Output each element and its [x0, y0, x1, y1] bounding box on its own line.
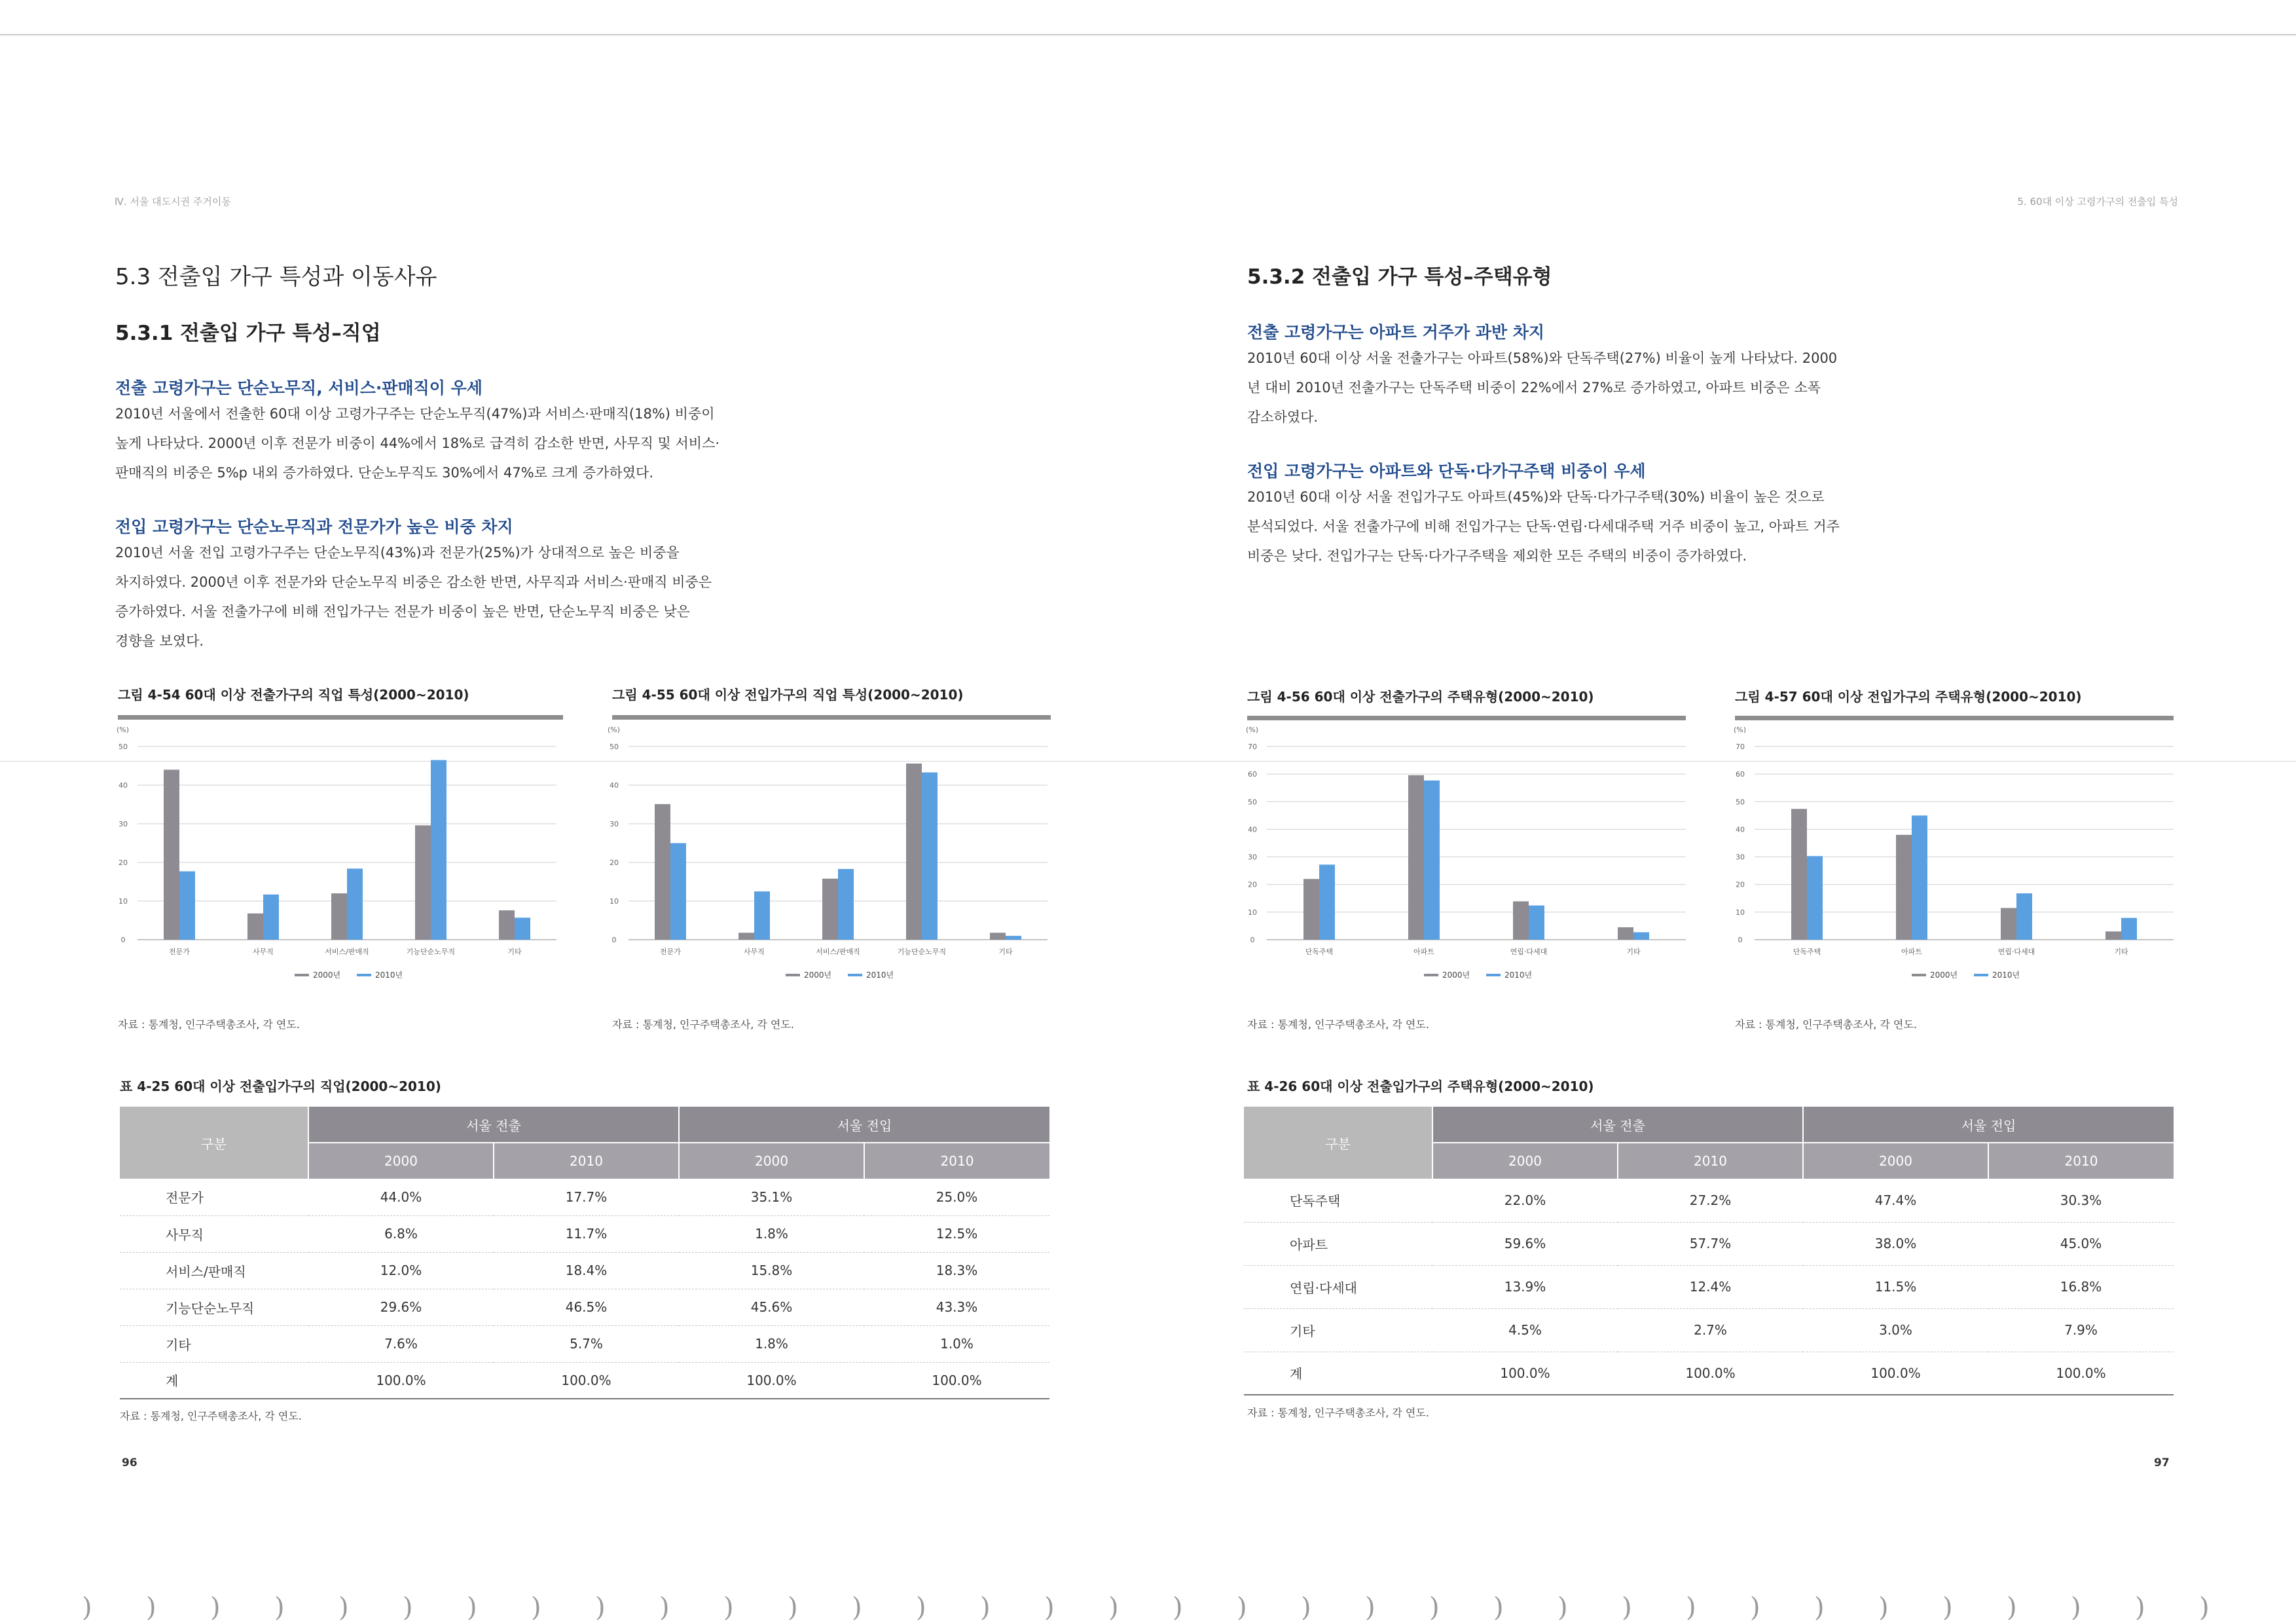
- year-header: 2000: [1803, 1143, 1988, 1179]
- bar-2000: [331, 893, 347, 940]
- binding-mark: ): [1558, 1593, 1568, 1623]
- figure-source: 자료 : 통계청, 인구주택총조사, 각 연도.: [612, 1018, 794, 1031]
- table-cell: 100.0%: [1432, 1352, 1618, 1395]
- top-rule: [0, 34, 2296, 35]
- table-cell: 1.0%: [864, 1325, 1049, 1362]
- table-source: 자료 : 통계청, 인구주택총조사, 각 연도.: [1247, 1407, 1429, 1419]
- table-cell: 29.6%: [308, 1289, 494, 1325]
- binding-mark: ): [1686, 1593, 1696, 1623]
- table-row: [120, 1179, 1049, 1215]
- table-cell: 17.7%: [494, 1179, 679, 1215]
- x-category-label: 기타: [1626, 948, 1641, 956]
- x-category-label: 사무직: [253, 948, 274, 956]
- binding-mark: ): [403, 1593, 413, 1623]
- left-page-number: 96: [122, 1456, 137, 1469]
- bar-2010: [1912, 815, 1927, 940]
- y-tick-label: 50: [610, 743, 619, 751]
- legend-label: 2000년: [1930, 970, 1958, 980]
- figure-4-54-title: 그림 4-54 60대 이상 전출가구의 직업 특성(2000~2010): [118, 687, 469, 703]
- y-tick-label: 30: [1248, 853, 1257, 862]
- bar-2010: [1424, 781, 1440, 940]
- table-cell: 22.0%: [1432, 1179, 1618, 1222]
- y-tick-label: 20: [610, 858, 619, 867]
- y-tick-label: 70: [1736, 743, 1745, 751]
- binding-mark: ): [1108, 1593, 1119, 1623]
- legend-label: 2000년: [804, 970, 832, 980]
- table-cell: 43.3%: [864, 1289, 1049, 1325]
- bar-2010: [2121, 918, 2137, 940]
- table-4-26-title: 표 4-26 60대 이상 전출입가구의 주택유형(2000~2010): [1247, 1079, 1594, 1094]
- legend-label: 2000년: [1442, 970, 1470, 980]
- bar-2000: [655, 804, 670, 940]
- bar-2000: [906, 764, 922, 940]
- table-cell: 44.0%: [308, 1179, 494, 1215]
- left-p2-heading: 전입 고령가구는 단순노무직과 전문가가 높은 비중 차지: [115, 517, 513, 536]
- table-cell: 6.8%: [308, 1215, 494, 1252]
- y-tick-label: 0: [611, 936, 617, 944]
- binding-mark: ): [1365, 1593, 1376, 1623]
- right-running-head: 5. 60대 이상 고령가구의 전출입 특성: [2017, 196, 2178, 208]
- table-cell: 27.2%: [1618, 1179, 1803, 1222]
- year-header: 2010: [1618, 1143, 1803, 1179]
- figure-title-bar: [612, 715, 1051, 720]
- binding-mark: ): [916, 1593, 926, 1623]
- table-cell: 1.8%: [679, 1215, 864, 1252]
- table-4-25: [120, 1107, 1049, 1399]
- x-category-label: 단독주택: [1793, 948, 1821, 956]
- table-row: [1244, 1308, 2174, 1352]
- binding-mark: ): [595, 1593, 606, 1623]
- binding-mark: ): [146, 1593, 156, 1623]
- table-cell: 3.0%: [1803, 1308, 1988, 1352]
- row-label: 아파트: [1244, 1222, 1432, 1265]
- group-header-out: 서울 전출: [1432, 1107, 1803, 1143]
- table-cell: 18.3%: [864, 1252, 1049, 1289]
- table-cell: 46.5%: [494, 1289, 679, 1325]
- table-cell: 11.5%: [1803, 1265, 1988, 1308]
- y-tick-label: 10: [610, 897, 619, 906]
- year-header: 2000: [679, 1143, 864, 1179]
- table-row: [1244, 1179, 2174, 1222]
- bar-2010: [1807, 856, 1823, 940]
- binding-mark: ): [274, 1593, 285, 1623]
- table-cell: 100.0%: [308, 1362, 494, 1399]
- table-cell: 38.0%: [1803, 1222, 1988, 1265]
- table-cell: 100.0%: [864, 1362, 1049, 1399]
- left-subsection-title: 5.3.1 전출입 가구 특성–직업: [115, 322, 381, 345]
- text-line: 비중은 낮다. 전입가구는 단독·다가구주택을 제외한 모든 주택의 비중이 증가하였다.: [1247, 548, 1747, 564]
- text-line: 경향을 보였다.: [115, 633, 204, 649]
- table-cell: 7.6%: [308, 1325, 494, 1362]
- table-cell: 47.4%: [1803, 1179, 1988, 1222]
- left-p1-text: [115, 399, 727, 488]
- binding-mark: ): [1301, 1593, 1311, 1623]
- table-row: [120, 1215, 1049, 1252]
- table-row: [1244, 1352, 2174, 1395]
- table-cell: 57.7%: [1618, 1222, 1803, 1265]
- group-header-out: 서울 전출: [308, 1107, 679, 1143]
- y-tick-label: 20: [118, 858, 128, 867]
- y-tick-label: 30: [118, 820, 128, 828]
- year-header: 2000: [308, 1143, 494, 1179]
- right-page-number: 97: [2154, 1456, 2170, 1469]
- year-header: 2000: [1432, 1143, 1618, 1179]
- table-source: 자료 : 통계청, 인구주택총조사, 각 연도.: [120, 1410, 302, 1422]
- table-cell: 12.5%: [864, 1215, 1049, 1252]
- table-cell: 16.8%: [1988, 1265, 2174, 1308]
- table-cell: 100.0%: [1618, 1352, 1803, 1395]
- y-tick-label: 0: [120, 936, 126, 944]
- table-cell: 12.4%: [1618, 1265, 1803, 1308]
- bar-2000: [822, 879, 838, 940]
- figure-4-54-chart: [111, 720, 570, 1018]
- bar-2010: [2016, 893, 2032, 940]
- row-label: 계: [120, 1362, 308, 1399]
- binding-mark: ): [1750, 1593, 1760, 1623]
- bar-2000: [1408, 775, 1424, 940]
- bar-2010: [670, 843, 686, 940]
- bar-2000: [2105, 931, 2121, 940]
- y-tick-label: 50: [1736, 798, 1745, 807]
- y-tick-label: 60: [1248, 770, 1257, 779]
- x-category-label: 서비스/판매직: [325, 948, 369, 956]
- table-cell: 100.0%: [1988, 1352, 2174, 1395]
- y-tick-label: 10: [1736, 908, 1745, 917]
- bar-2000: [415, 825, 431, 940]
- figure-source: 자료 : 통계청, 인구주택총조사, 각 연도.: [1735, 1018, 1917, 1031]
- figure-title-bar: [1735, 716, 2174, 720]
- bar-2000: [738, 932, 754, 940]
- row-label: 기능단순노무직: [120, 1289, 308, 1325]
- table-corner-header: 구분: [1244, 1107, 1432, 1179]
- left-p1-heading: 전출 고령가구는 단순노무직, 서비스·판매직이 우세: [115, 378, 483, 397]
- bar-2000: [1513, 901, 1529, 940]
- binding-mark: ): [1429, 1593, 1440, 1623]
- binding-mark: ): [1942, 1593, 1953, 1623]
- bar-2000: [247, 913, 263, 940]
- table-cell: 59.6%: [1432, 1222, 1618, 1265]
- x-category-label: 기타: [507, 948, 522, 956]
- y-axis-unit: (%): [1246, 726, 1259, 734]
- table-cell: 30.3%: [1988, 1179, 2174, 1222]
- x-category-label: 전문가: [169, 948, 190, 956]
- table-cell: 18.4%: [494, 1252, 679, 1289]
- legend-label: 2000년: [313, 970, 341, 980]
- year-header: 2010: [864, 1143, 1049, 1179]
- figure-4-57-title: 그림 4-57 60대 이상 전입가구의 주택유형(2000~2010): [1735, 689, 2082, 705]
- table-cell: 45.0%: [1988, 1222, 2174, 1265]
- bar-2010: [754, 891, 770, 940]
- x-category-label: 아파트: [1413, 948, 1434, 956]
- row-label: 단독주택: [1244, 1179, 1432, 1222]
- binding-mark: ): [1237, 1593, 1247, 1623]
- legend-label: 2010년: [1504, 970, 1533, 980]
- bar-2000: [499, 910, 515, 940]
- text-line: 분석되었다. 서울 전출가구에 비해 전입가구는 단독·연립·다세대주택 거주 비중이 높고, 아파트 거주: [1247, 519, 1840, 534]
- table-cell: 1.8%: [679, 1325, 864, 1362]
- y-tick-label: 10: [1248, 908, 1257, 917]
- figure-title-bar: [1247, 716, 1686, 720]
- row-label: 기타: [120, 1325, 308, 1362]
- y-tick-label: 50: [1248, 798, 1257, 807]
- x-category-label: 기타: [998, 948, 1013, 956]
- binding-mark: ): [659, 1593, 670, 1623]
- figure-source: 자료 : 통계청, 인구주택총조사, 각 연도.: [118, 1018, 300, 1031]
- figure-4-57-chart: [1728, 720, 2187, 1018]
- y-tick-label: 30: [610, 820, 619, 828]
- binding-mark: ): [82, 1593, 92, 1623]
- bar-2000: [1618, 927, 1633, 940]
- table-row: [120, 1289, 1049, 1325]
- y-tick-label: 30: [1736, 853, 1745, 862]
- figure-4-55-chart: [602, 720, 1061, 1018]
- table-cell: 100.0%: [494, 1362, 679, 1399]
- table-row: [120, 1362, 1049, 1399]
- table-cell: 15.8%: [679, 1252, 864, 1289]
- table-row: [120, 1252, 1049, 1289]
- table-cell: 45.6%: [679, 1289, 864, 1325]
- y-tick-label: 40: [1736, 825, 1745, 834]
- row-label: 전문가: [120, 1179, 308, 1215]
- binding-mark: ): [210, 1593, 221, 1623]
- row-label: 서비스/판매직: [120, 1252, 308, 1289]
- y-axis-unit: (%): [608, 726, 621, 734]
- x-category-label: 기타: [2114, 948, 2128, 956]
- y-tick-label: 40: [1248, 825, 1257, 834]
- table-cell: 11.7%: [494, 1215, 679, 1252]
- text-line: 2010년 서울에서 전출한 60대 이상 고령가구주는 단순노무직(47%)과 서비스·판매직(18%) 비중이: [115, 406, 715, 422]
- binding-mark: ): [1878, 1593, 1889, 1623]
- bar-2000: [1896, 835, 1912, 940]
- x-category-label: 단독주택: [1305, 948, 1334, 956]
- y-tick-label: 50: [118, 743, 128, 751]
- y-tick-label: 0: [1250, 936, 1255, 944]
- table-row: [1244, 1222, 2174, 1265]
- left-p2-text: [115, 538, 727, 656]
- year-header: 2010: [1988, 1143, 2174, 1179]
- text-line: 차지하였다. 2000년 이후 전문가와 단순노무직 비중은 감소한 반면, 사무직과 서비스·판매직 비중은: [115, 574, 712, 590]
- binding-mark: ): [1044, 1593, 1055, 1623]
- bar-2010: [1633, 932, 1649, 940]
- binding-mark: ): [531, 1593, 541, 1623]
- table-cell: 13.9%: [1432, 1265, 1618, 1308]
- bar-2000: [990, 932, 1006, 940]
- right-p2-text: [1247, 483, 1850, 571]
- right-subsection-title: 5.3.2 전출입 가구 특성–주택유형: [1247, 265, 1552, 289]
- x-category-label: 기능단순노무직: [897, 948, 947, 956]
- binding-mark: ): [723, 1593, 734, 1623]
- legend-label: 2010년: [375, 970, 403, 980]
- bar-2000: [1303, 879, 1319, 940]
- bar-2010: [431, 760, 446, 940]
- row-label: 계: [1244, 1352, 1432, 1395]
- row-label: 연립·다세대: [1244, 1265, 1432, 1308]
- bar-2000: [1791, 809, 1807, 940]
- table-row: [120, 1325, 1049, 1362]
- y-tick-label: 0: [1738, 936, 1743, 944]
- x-category-label: 전문가: [660, 948, 681, 956]
- bar-2010: [179, 872, 195, 940]
- y-tick-label: 40: [118, 781, 128, 790]
- binding-mark: ): [2135, 1593, 2145, 1623]
- binding-mark: ): [467, 1593, 477, 1623]
- binding-mark: ): [788, 1593, 798, 1623]
- y-tick-label: 20: [1736, 880, 1745, 889]
- table-4-25-title: 표 4-25 60대 이상 전출입가구의 직업(2000~2010): [120, 1079, 441, 1094]
- group-header-in: 서울 전입: [679, 1107, 1049, 1143]
- section-title: 5.3 전출입 가구 특성과 이동사유: [115, 264, 437, 290]
- x-category-label: 사무직: [744, 948, 765, 956]
- y-axis-unit: (%): [117, 726, 130, 734]
- text-line: 년 대비 2010년 전출가구는 단독주택 비중이 22%에서 27%로 증가하였고, 아파트 비중은 소폭: [1247, 380, 1821, 396]
- figure-title-bar: [118, 715, 563, 720]
- text-line: 2010년 서울 전입 고령가구주는 단순노무직(43%)과 전문가(25%)가 상대적으로 높은 비중을: [115, 545, 680, 561]
- binding-mark: ): [1493, 1593, 1504, 1623]
- x-category-label: 서비스/판매직: [816, 948, 860, 956]
- y-tick-label: 40: [610, 781, 619, 790]
- table-row: [1244, 1265, 2174, 1308]
- bar-2010: [347, 868, 363, 940]
- row-label: 기타: [1244, 1308, 1432, 1352]
- binding-mark: ): [2007, 1593, 2017, 1623]
- table-4-26: [1244, 1107, 2174, 1395]
- binding-mark: ): [2071, 1593, 2081, 1623]
- table-cell: 100.0%: [1803, 1352, 1988, 1395]
- text-line: 2010년 60대 이상 서울 전출가구는 아파트(58%)와 단독주택(27%) 비율이 높게 나타났다. 2000: [1247, 350, 1838, 366]
- x-category-label: 연립·다세대: [1997, 948, 2035, 956]
- y-tick-label: 70: [1248, 743, 1257, 751]
- y-tick-label: 60: [1736, 770, 1745, 779]
- x-category-label: 기능단순노무직: [406, 948, 456, 956]
- text-line: 판매직의 비중은 5%p 내외 증가하였다. 단순노무직도 30%에서 47%로 크게 증가하였다.: [115, 465, 654, 481]
- figure-4-55-title: 그림 4-55 60대 이상 전입가구의 직업 특성(2000~2010): [612, 687, 964, 703]
- table-cell: 4.5%: [1432, 1308, 1618, 1352]
- bar-2010: [263, 895, 279, 940]
- table-cell: 25.0%: [864, 1179, 1049, 1215]
- text-line: 감소하였다.: [1247, 409, 1319, 425]
- text-line: 증가하였다. 서울 전출가구에 비해 전입가구는 전문가 비중이 높은 반면, 단순노무직 비중은 낮은: [115, 604, 690, 619]
- table-corner-header: 구분: [120, 1107, 308, 1179]
- legend-label: 2010년: [866, 970, 894, 980]
- group-header-in: 서울 전입: [1803, 1107, 2174, 1143]
- bar-2010: [1529, 906, 1544, 940]
- table-cell: 5.7%: [494, 1325, 679, 1362]
- right-p1-heading: 전출 고령가구는 아파트 거주가 과반 차지: [1247, 323, 1545, 342]
- table-cell: 35.1%: [679, 1179, 864, 1215]
- text-line: 2010년 60대 이상 서울 전입가구도 아파트(45%)와 단독·다가구주택(30%) 비율이 높은 것으로: [1247, 489, 1825, 505]
- bar-2000: [164, 769, 179, 940]
- binding-mark: ): [2199, 1593, 2210, 1623]
- x-category-label: 아파트: [1901, 948, 1922, 956]
- year-header: 2010: [494, 1143, 679, 1179]
- y-tick-label: 10: [118, 897, 128, 906]
- binding-mark: ): [852, 1593, 862, 1623]
- right-p1-text: [1247, 344, 1850, 432]
- bar-2010: [515, 917, 530, 940]
- bar-2000: [2001, 908, 2016, 940]
- y-axis-unit: (%): [1734, 726, 1747, 734]
- table-cell: 7.9%: [1988, 1308, 2174, 1352]
- binding-mark: ): [1173, 1593, 1183, 1623]
- binding-mark: ): [1814, 1593, 1825, 1623]
- x-category-label: 연립·다세대: [1510, 948, 1548, 956]
- binding-mark: ): [980, 1593, 991, 1623]
- figure-4-56-chart: [1241, 720, 1699, 1018]
- figure-source: 자료 : 통계청, 인구주택총조사, 각 연도.: [1247, 1018, 1429, 1031]
- binding-mark: ): [1622, 1593, 1632, 1623]
- left-running-head: Ⅳ. 서울 대도시권 주거이동: [115, 196, 231, 208]
- right-p2-heading: 전입 고령가구는 아파트와 단독·다가구주택 비중이 우세: [1247, 462, 1646, 481]
- text-line: 높게 나타났다. 2000년 이후 전문가 비중이 44%에서 18%로 급격히 감소한 반면, 사무직 및 서비스·: [115, 435, 720, 451]
- legend-label: 2010년: [1992, 970, 2020, 980]
- y-tick-label: 20: [1248, 880, 1257, 889]
- binding-mark: ): [338, 1593, 349, 1623]
- bar-2010: [838, 869, 854, 940]
- bar-2010: [922, 773, 938, 940]
- bar-2010: [1319, 864, 1335, 940]
- table-cell: 12.0%: [308, 1252, 494, 1289]
- bar-2010: [1006, 936, 1021, 940]
- row-label: 사무직: [120, 1215, 308, 1252]
- table-cell: 100.0%: [679, 1362, 864, 1399]
- figure-4-56-title: 그림 4-56 60대 이상 전출가구의 주택유형(2000~2010): [1247, 689, 1594, 705]
- table-cell: 2.7%: [1618, 1308, 1803, 1352]
